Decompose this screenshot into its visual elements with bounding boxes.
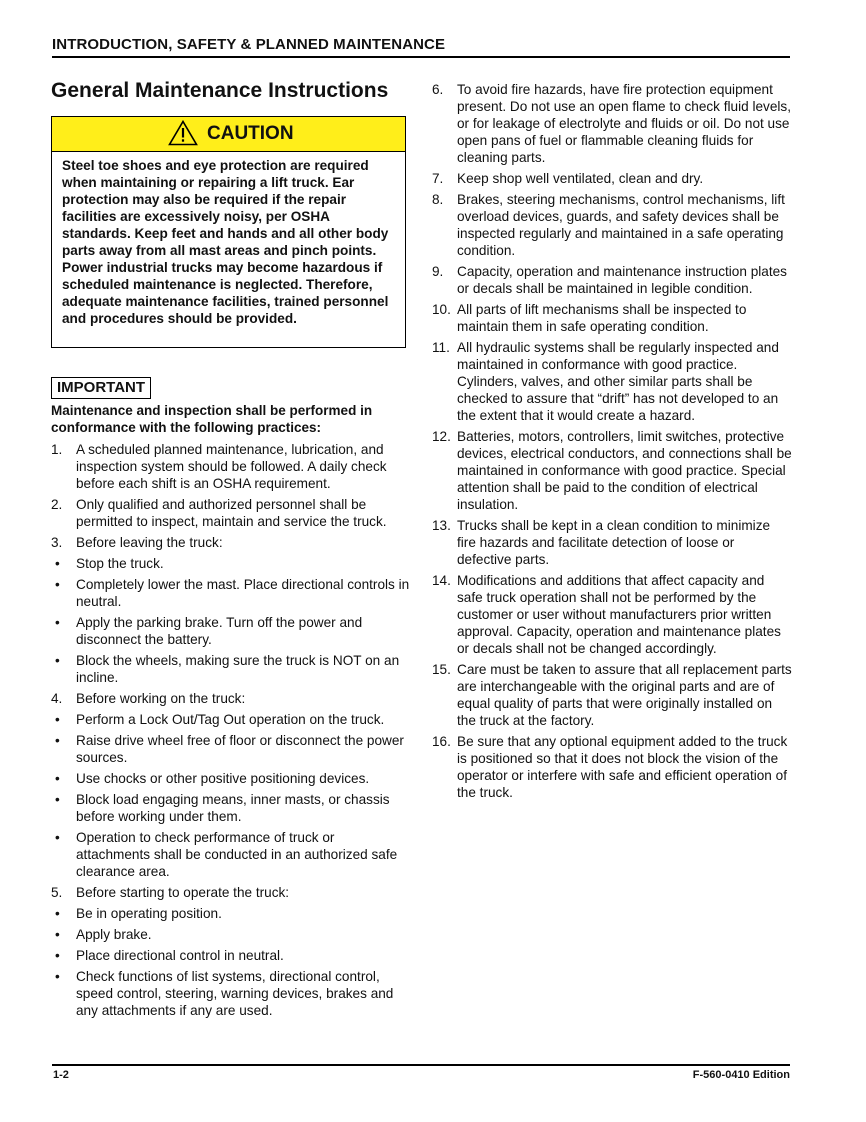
bullet-icon: • [55, 712, 60, 727]
bullet-icon: • [55, 771, 60, 786]
bullet-icon: • [55, 906, 60, 921]
item-number: 2. [51, 497, 63, 512]
bullet-item [51, 652, 411, 686]
numbered-item [432, 733, 792, 801]
numbered-item [51, 690, 411, 707]
numbered-item [432, 263, 792, 297]
bullet-icon: • [55, 830, 60, 845]
numbered-item [51, 496, 411, 530]
item-text: All parts of lift mechanisms shall be inspected to maintain them in safe operating condition. [457, 302, 747, 334]
bullet-item [51, 614, 411, 648]
numbered-item [51, 441, 411, 492]
section-header: INTRODUCTION, SAFETY & PLANNED MAINTENANCE [52, 36, 446, 53]
caution-label: CAUTION [207, 123, 294, 144]
item-text: Raise drive wheel free of floor or disconnect the power sources. [76, 733, 404, 765]
numbered-item [432, 428, 792, 513]
bullet-item [51, 732, 411, 766]
item-text: Trucks shall be kept in a clean condition to minimize fire hazards and facilitate detection of loose or defective parts. [457, 518, 771, 567]
item-number: 10. [432, 302, 451, 317]
bullet-icon: • [55, 556, 60, 571]
item-text: Batteries, motors, controllers, limit switches, protective devices, electrical conductors, and connections shall be maintained in conformance with good practice. Special attention shall be paid to the condition of electrical insulation. [457, 429, 792, 512]
bullet-item [51, 905, 411, 922]
bullet-item [51, 926, 411, 943]
numbered-item [432, 81, 792, 166]
item-number: 16. [432, 734, 451, 749]
bullet-icon: • [55, 577, 60, 592]
item-text: Before working on the truck: [76, 691, 246, 706]
item-number: 12. [432, 429, 451, 444]
item-text: Keep shop well ventilated, clean and dry. [457, 171, 704, 186]
bullet-icon: • [55, 969, 60, 984]
item-number: 4. [51, 691, 63, 706]
bullet-item [51, 770, 411, 787]
bullet-item [51, 711, 411, 728]
important-label: IMPORTANT [51, 377, 151, 399]
numbered-item [432, 339, 792, 424]
item-text: Be in operating position. [76, 906, 222, 921]
bullet-icon: • [55, 927, 60, 942]
numbered-item [432, 517, 792, 568]
bullet-icon: • [55, 615, 60, 630]
numbered-item [51, 534, 411, 551]
footer-rule [52, 1064, 790, 1066]
item-number: 1. [51, 442, 63, 457]
item-number: 8. [432, 192, 444, 207]
item-number: 11. [432, 340, 450, 355]
numbered-item [432, 170, 792, 187]
numbered-item [432, 661, 792, 729]
item-text: Place directional control in neutral. [76, 948, 284, 963]
item-number: 7. [432, 171, 444, 186]
item-text: Block load engaging means, inner masts, or chassis before working under them. [76, 792, 390, 824]
item-text: Block the wheels, making sure the truck is NOT on an incline. [76, 653, 400, 685]
item-text: Use chocks or other positive positioning devices. [76, 771, 370, 786]
item-text: Before starting to operate the truck: [76, 885, 290, 900]
caution-box [51, 116, 406, 348]
item-text: Apply the parking brake. Turn off the power and disconnect the battery. [76, 615, 363, 647]
bullet-icon: • [55, 733, 60, 748]
item-text: Apply brake. [76, 927, 152, 942]
item-text: Completely lower the mast. Place directional controls in neutral. [76, 577, 410, 609]
bullet-item [51, 576, 411, 610]
item-text: A scheduled planned maintenance, lubrication, and inspection system should be followed. A daily check before each shift is an OSHA requirement. [76, 442, 387, 491]
edition-label: F-560-0410 Edition [692, 1069, 790, 1081]
bullet-item [51, 968, 411, 1019]
page-title: General Maintenance Instructions [51, 79, 389, 102]
bullet-item [51, 947, 411, 964]
item-number: 15. [432, 662, 451, 677]
bullet-icon: • [55, 948, 60, 963]
item-text: Be sure that any optional equipment added to the truck is positioned so that it does not block the vision of the operator or interfere with safe and efficient operation of the truck. [457, 734, 788, 800]
item-text: Care must be taken to assure that all replacement parts are interchangeable with the original parts and are of equal quality of parts that were originally installed on the truck at the factory. [457, 662, 792, 728]
item-text: All hydraulic systems shall be regularly inspected and maintained in conformance with good practice. Cylinders, valves, and other similar parts shall be checked to assure that “drift” has not developed to an the extent that it would create a hazard. [457, 340, 779, 423]
item-text: Operation to check performance of truck or attachments shall be conducted in an authorized safe clearance area. [76, 830, 398, 879]
item-text: Capacity, operation and maintenance instruction plates or decals shall be maintained in legible condition. [457, 264, 787, 296]
bullet-icon: • [55, 792, 60, 807]
numbered-item [432, 191, 792, 259]
page-number: 1-2 [53, 1069, 69, 1081]
numbered-item [432, 572, 792, 657]
left-column-list [51, 441, 411, 1023]
item-number: 6. [432, 82, 444, 97]
item-text: Modifications and additions that affect capacity and safe truck operation shall not be performed by the customer or user without manufacturers prior written approval. Capacity, operation and maintenance plates or decals shall not be changed accordingly. [457, 573, 781, 656]
item-text: Stop the truck. [76, 556, 164, 571]
caution-text: Steel toe shoes and eye protection are required when maintaining or repairing a lift truck. Ear protection may also be required if the repair facilities are excessively noisy, per OSHA standards. Keep feet and hands and all other body parts away from all mast areas and pinch points. Power industrial trucks may become hazardous if scheduled maintenance is neglected. Therefore, adequate maintenance facilities, trained personnel and procedures should be provided. [62, 158, 389, 326]
caution-bar [52, 117, 405, 152]
item-text: Before leaving the truck: [76, 535, 223, 550]
item-number: 14. [432, 573, 451, 588]
item-text: Only qualified and authorized personnel shall be permitted to inspect, maintain and service the truck. [76, 497, 387, 529]
bullet-item [51, 829, 411, 880]
header-rule [52, 56, 790, 58]
item-number: 3. [51, 535, 63, 550]
numbered-item [432, 301, 792, 335]
important-lead: Maintenance and inspection shall be performed in conformance with the following practices: [51, 403, 373, 435]
bullet-item [51, 791, 411, 825]
numbered-item [51, 884, 411, 901]
item-number: 9. [432, 264, 444, 279]
warning-triangle-icon [168, 120, 198, 146]
item-text: Brakes, steering mechanisms, control mechanisms, lift overload devices, guards, and safety devices shall be inspected regularly and maintained in a safe operating condition. [457, 192, 785, 258]
bullet-item [51, 555, 411, 572]
item-number: 5. [51, 885, 63, 900]
item-text: Check functions of list systems, directional control, speed control, steering, warning devices, brakes and any attachments if any are used. [76, 969, 394, 1018]
item-text: Perform a Lock Out/Tag Out operation on the truck. [76, 712, 385, 727]
item-text: To avoid fire hazards, have fire protection equipment present. Do not use an open flame to check fluid levels, or for leakage of electrolyte and fluids or oil. Do not use open pans of fuel or flammable cleaning fluids for cleaning parts. [457, 82, 791, 165]
right-column-list [432, 81, 792, 805]
item-number: 13. [432, 518, 451, 533]
bullet-icon: • [55, 653, 60, 668]
